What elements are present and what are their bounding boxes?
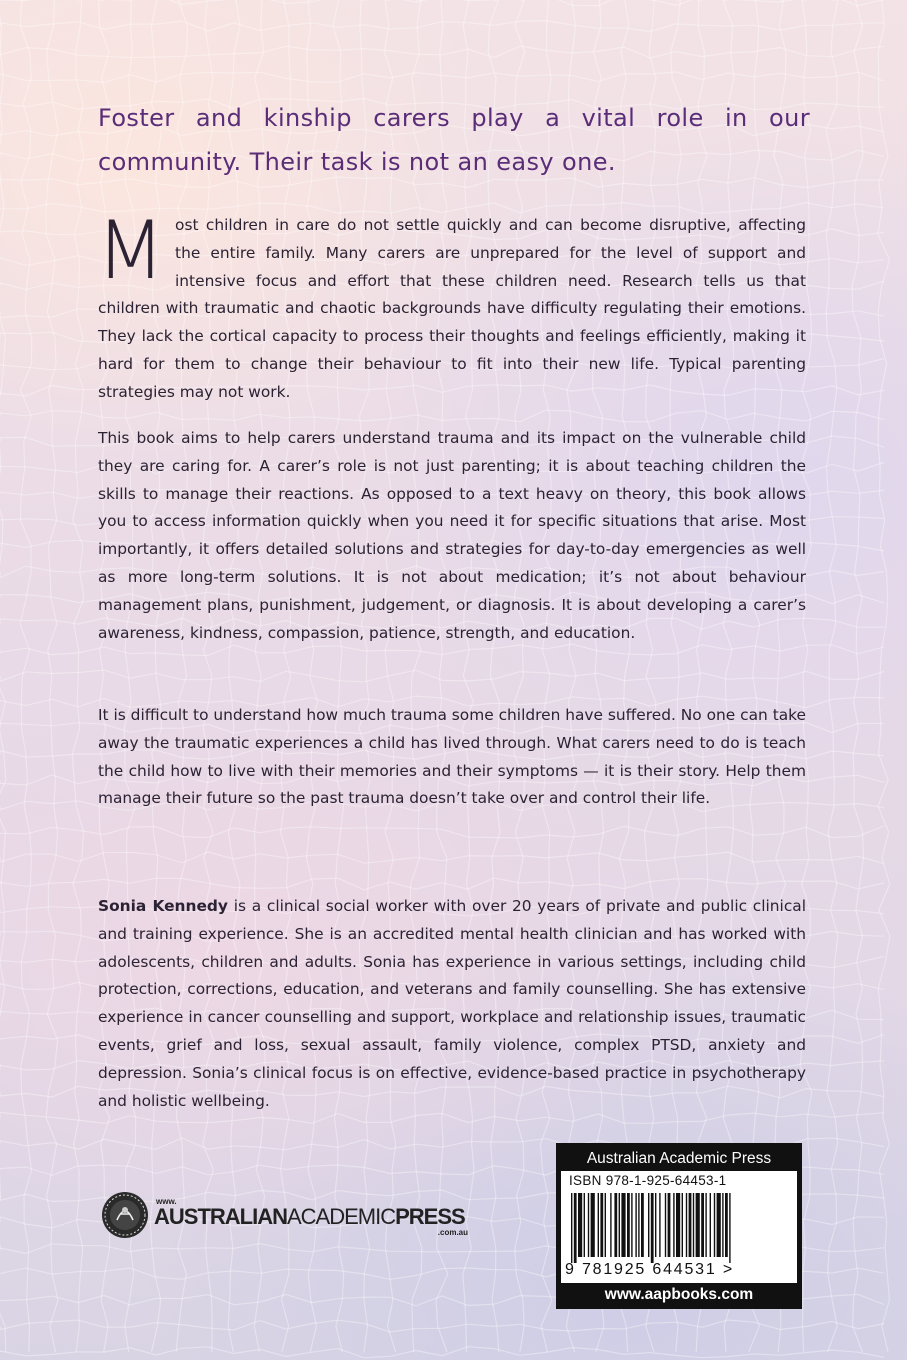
barcode-bar: [682, 1193, 683, 1257]
headline: Foster and kinship carers play a vital role in our community. Their task is not an easy one.: [98, 104, 810, 176]
mosaic-line: [150, 0, 162, 1352]
drop-cap: M: [96, 204, 166, 297]
barcode-bar: [641, 1193, 644, 1257]
mosaic-line: [852, 0, 863, 1352]
barcode-block: [556, 1143, 802, 1309]
mosaic-line: [514, 0, 525, 1352]
mosaic-line: [878, 0, 890, 1352]
barcode-bar: [631, 1193, 632, 1257]
mosaic-line: [462, 0, 474, 1352]
mosaic-line: [540, 0, 552, 1352]
barcode-bar: [729, 1193, 730, 1263]
barcode-bar: [676, 1193, 680, 1257]
barcode-bar: [600, 1193, 603, 1257]
barcode-bar: [627, 1193, 630, 1257]
barcode-bar: [574, 1193, 577, 1263]
mosaic-line: [280, 0, 292, 1352]
aap-seal-icon: [100, 1190, 150, 1240]
mosaic-line: [0, 852, 884, 864]
mosaic-line: [176, 0, 187, 1352]
barcode-bar: [610, 1193, 611, 1257]
mosaic-line: [20, 0, 32, 1352]
mosaic-line: [436, 0, 448, 1352]
logo-name: AUSTRALIANACADEMICPRESS: [154, 1204, 465, 1229]
barcode-bar: [701, 1193, 704, 1257]
isbn-label: ISBN 978-1-925-64453-1: [569, 1173, 727, 1188]
mosaic-line: [0, 670, 884, 682]
book-aims-paragraph: This book aims to help carers understand trauma and its impact on the vulnerable child they are caring for. A carer’s role is not just parenting; it is about teaching children the skills to manage their reactions. As opposed to a text heavy on theory, this book allows you to access information quickly when you need it for specific situations that arise. Most importantly, it offers detailed solutions and strategies for day-to-day emergencies as well as more long-term solutions. It is not about medication; it’s not about behaviour management plans, punishment, judgement, or diagnosis. It is about developing a carer’s awareness, kindness, compassion, patience, strength, and education.: [98, 429, 806, 642]
barcode-bar: [584, 1193, 585, 1257]
mosaic-line: [0, 0, 6, 1352]
mosaic-line: [0, 1347, 884, 1358]
mosaic-line: [384, 0, 396, 1352]
barcode-bar: [693, 1193, 694, 1257]
barcode-bar: [696, 1193, 700, 1257]
mosaic-line: [254, 0, 265, 1352]
barcode-bar: [668, 1193, 671, 1257]
publisher-logo-text: [154, 1190, 474, 1240]
intro-paragraph-text: ost children in care do not settle quickly and can become disruptive, affecting the entire family. Many carers are unprepared for the level of support and intensive focus and effort that these children need. Research tells us that children with traumatic and chaotic backgrounds have difficulty regulating their emotions. They lack the cortical capacity to process their thoughts and feelings efficiently, making it hard for them to change their behaviour to fit into their new life. Typical parenting strategies may not work.: [98, 216, 806, 401]
mosaic-line: [359, 0, 370, 1352]
author-bio: [98, 893, 806, 1115]
barcode-bars: [561, 1193, 797, 1263]
author-name: Sonia Kennedy: [98, 897, 228, 915]
mosaic-line: [124, 0, 136, 1352]
mosaic-line: [488, 0, 500, 1352]
mosaic-line: [826, 0, 838, 1352]
barcode-bar: [655, 1193, 656, 1257]
barcode-bar: [659, 1193, 660, 1257]
barcode-bar: [686, 1193, 687, 1257]
mosaic-line: [306, 0, 317, 1352]
barcode-bar: [705, 1193, 706, 1257]
barcode-bar: [621, 1193, 625, 1257]
publisher-logo: [100, 1185, 480, 1245]
barcode-bar: [665, 1193, 666, 1257]
barcode-bar: [638, 1193, 639, 1257]
publisher-website: www.aapbooks.com: [604, 1286, 754, 1303]
mosaic-line: [203, 0, 214, 1352]
barcode-bar: [614, 1193, 617, 1257]
barcode-bar: [598, 1193, 599, 1257]
mosaic-line: [0, 826, 884, 838]
mosaic-line: [72, 0, 84, 1352]
trauma-paragraph: It is difficult to understand how much trauma some children have suffered. No one can take away the traumatic experiences a child has lived through. What carers need to do is teach the child how to live with their memories and their symptoms — it is their story. Help them manage their future so the past trauma doesn’t take over and control their life.: [98, 706, 806, 808]
barcode-bar: [571, 1193, 572, 1263]
logo-domain: .com.au: [437, 1228, 468, 1237]
logo-www: www.: [156, 1197, 177, 1206]
mosaic-line: [0, 46, 884, 58]
intro-paragraph: [96, 204, 806, 407]
barcode-bar: [635, 1193, 636, 1257]
mosaic-line: [0, 878, 884, 890]
barcode-bar: [717, 1193, 721, 1257]
barcode-panel: [561, 1171, 797, 1283]
barcode-bar: [651, 1193, 654, 1263]
mosaic-line: [410, 0, 422, 1352]
mosaic-line: [99, 0, 110, 1352]
mosaic-line: [46, 0, 58, 1352]
barcode-bar: [722, 1193, 723, 1257]
barcode-bar: [619, 1193, 620, 1257]
barcode-bar: [648, 1193, 649, 1257]
barcode-bar: [588, 1193, 589, 1257]
barcode-bar: [591, 1193, 595, 1257]
author-bio-text: is a clinical social worker with over 20 years of private and public clinical and training experience. She is an accredited mental health clinician and has worked with adolescents, children and adults. Sonia has experience in various settings, including child protection, corrections, education, and veterans and family counselling. She has extensive experience in cancer counselling and support, workplace and relationship issues, traumatic events, grief and loss, sexual assault, family violence, complex PTSD, anxiety and depression. Sonia’s clinical focus is on effective, evidence-based practice in psychotherapy and holistic wellbeing.: [98, 897, 806, 1110]
barcode-bar: [605, 1193, 606, 1257]
mosaic-line: [0, 21, 884, 32]
mosaic-line: [0, 72, 884, 82]
barcode-bar: [578, 1193, 582, 1257]
barcode-digits: 9 781925 644531 >: [565, 1261, 734, 1278]
barcode-bar: [689, 1193, 692, 1257]
barcode-bar: [714, 1193, 715, 1257]
barcode-bar: [710, 1193, 711, 1257]
mosaic-line: [0, 1320, 884, 1332]
barcode-bar: [673, 1193, 674, 1257]
mosaic-line: [332, 0, 343, 1352]
mosaic-line: [0, 0, 884, 6]
barcode-bar: [725, 1193, 728, 1257]
barcode-publisher: Australian Academic Press: [586, 1150, 772, 1167]
mosaic-line: [0, 410, 884, 422]
mosaic-line: [228, 0, 240, 1352]
